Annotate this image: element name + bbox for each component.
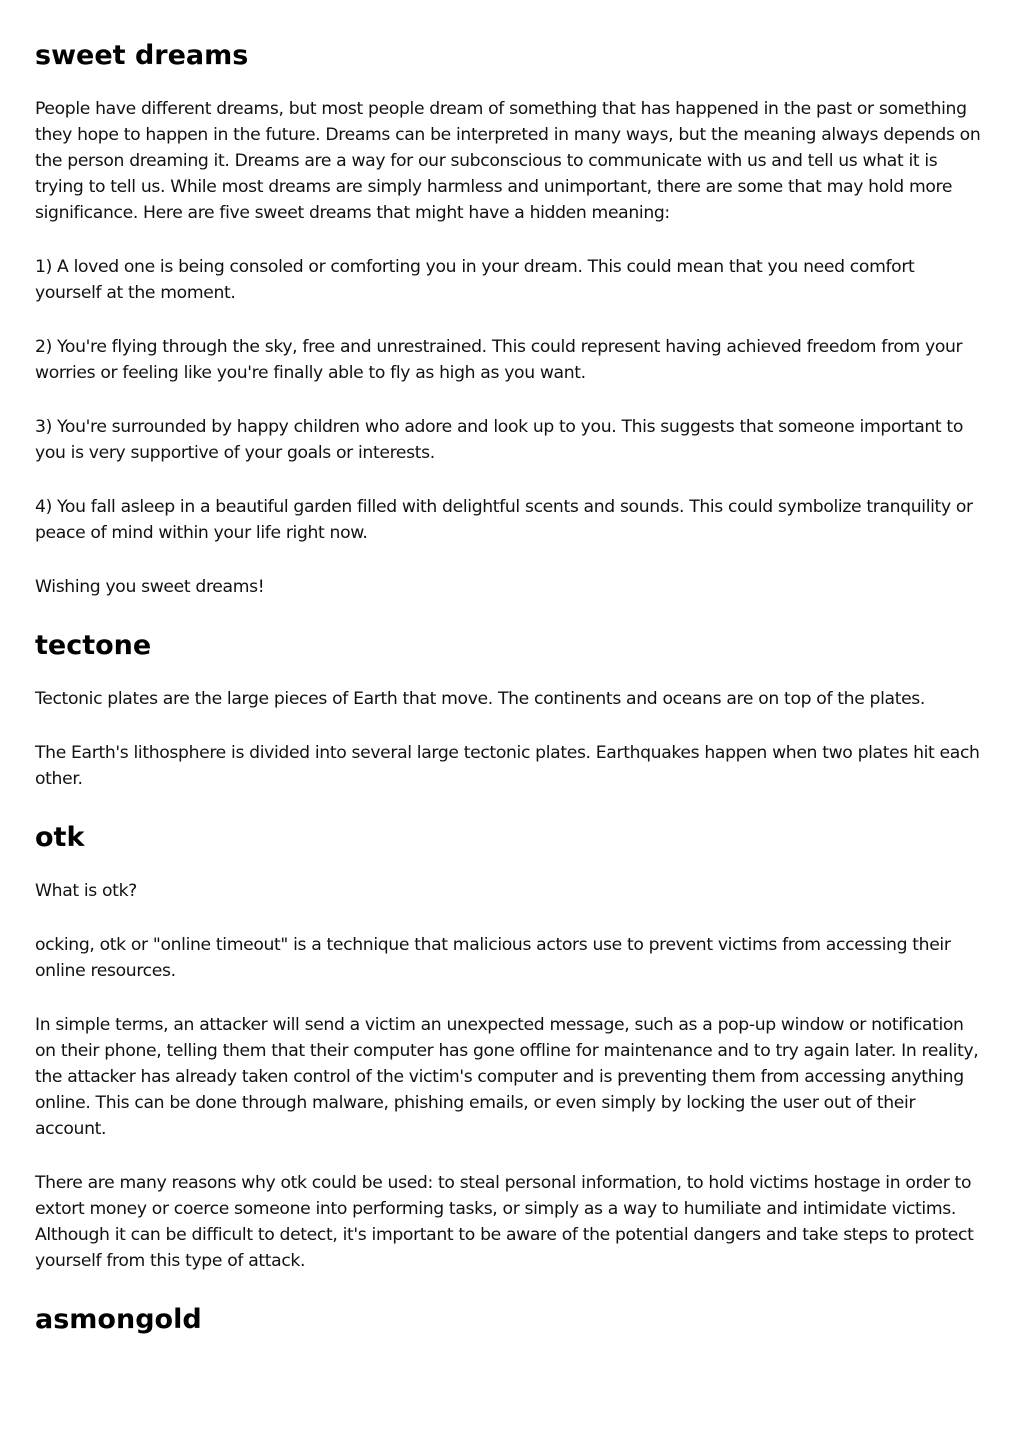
paragraph: The Earth's lithosphere is divided into several large tectonic plates. Earthquakes happen when two plates hit each other. xyxy=(35,743,980,789)
paragraph: People have different dreams, but most people dream of something that has happened in the past or something they hope to happen in the future. Dreams can be interpreted in many ways, but the meaning always depends on the person dreaming it. Dreams are a way for our subconscious to communicate with us and tell us what it is trying to tell us. While most dreams are simply harmless and unimportant, there are some that may hold more significance. Here are five sweet dreams that might have a hidden meaning: xyxy=(35,99,981,223)
paragraph: Tectonic plates are the large pieces of Earth that move. The continents and oceans are on top of the plates. xyxy=(35,689,926,709)
section-title: otk xyxy=(35,822,85,853)
section-sweet-dreams xyxy=(35,38,984,600)
paragraph: ocking, otk or "online timeout" is a technique that malicious actors use to prevent victims from accessing their online resources. xyxy=(35,935,951,981)
paragraph: 1) A loved one is being consoled or comforting you in your dream. This could mean that you need comfort yourself at the moment. xyxy=(35,257,915,303)
paragraph: 3) You're surrounded by happy children who adore and look up to you. This suggests that someone important to you is very supportive of your goals or interests. xyxy=(35,417,963,463)
section-asmongold xyxy=(35,1302,984,1338)
paragraph: 2) You're flying through the sky, free and unrestrained. This could represent having achieved freedom from your worries or feeling like you're finally able to fly as high as you want. xyxy=(35,337,963,383)
paragraph: 4) You fall asleep in a beautiful garden filled with delightful scents and sounds. This could symbolize tranquility or peace of mind within your life right now. xyxy=(35,497,973,543)
section-title: sweet dreams xyxy=(35,40,249,71)
paragraph: There are many reasons why otk could be used: to steal personal information, to hold victims hostage in order to extort money or coerce someone into performing tasks, or simply as a way to humiliate and intimidate victims. Although it can be difficult to detect, it's important to be aware of the potential dangers and take steps to protect yourself from this type of attack. xyxy=(35,1173,974,1271)
section-tectone xyxy=(35,628,984,792)
paragraph: Wishing you sweet dreams! xyxy=(35,577,265,597)
section-title: tectone xyxy=(35,630,152,661)
paragraph: In simple terms, an attacker will send a victim an unexpected message, such as a pop-up window or notification on their phone, telling them that their computer has gone offline for maintenance and to try again later. In reality, the attacker has already taken control of the victim's computer and is preventing them from accessing anything online. This can be done through malware, phishing emails, or even simply by locking the user out of their account. xyxy=(35,1015,979,1139)
section-otk xyxy=(35,820,984,1274)
section-title: asmongold xyxy=(35,1304,202,1335)
paragraph: What is otk? xyxy=(35,881,137,901)
